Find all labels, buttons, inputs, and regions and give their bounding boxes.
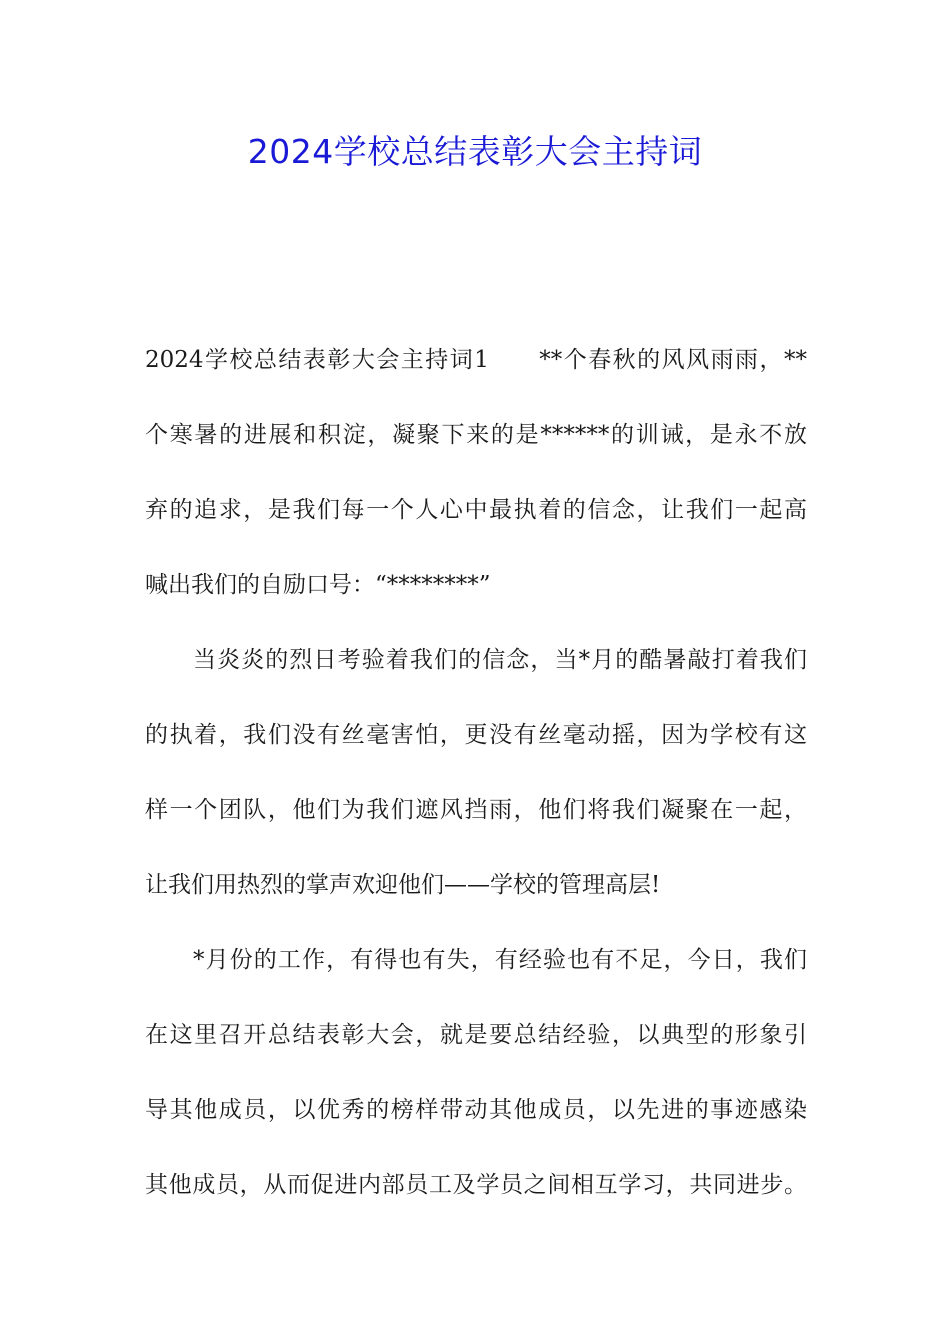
document-title: 2024学校总结表彰大会主持词 — [247, 132, 703, 171]
paragraph-2-line-3: 样一个团队，他们为我们遮风挡雨，他们将我们凝聚在一起， — [145, 797, 807, 823]
paragraph-1-line-2: 个寒暑的进展和积淀，凝聚下来的是******的训诫，是永不放 — [145, 422, 807, 448]
paragraph-2-line-1: 当炎炎的烈日考验着我们的信念，当*月的酷暑敲打着我们 — [193, 647, 807, 673]
paragraph-3-line-2: 在这里召开总结表彰大会，就是要总结经验，以典型的形象引 — [145, 1022, 807, 1048]
paragraph-1-line-1: 2024学校总结表彰大会主持词1 **个春秋的风风雨雨，** — [145, 347, 807, 373]
paragraph-2-line-4: 让我们用热烈的掌声欢迎他们——学校的管理高层! — [145, 872, 661, 898]
paragraph-1-line-4: 喊出我们的自励口号：“********” — [145, 572, 491, 598]
paragraph-3-line-4: 其他成员，从而促进内部员工及学员之间相互学习，共同进步。 — [145, 1172, 807, 1198]
document-body — [145, 340, 807, 1240]
paragraph-3-line-1: *月份的工作，有得也有失，有经验也有不足，今日，我们 — [193, 947, 807, 973]
paragraph-1-line-3: 弃的追求，是我们每一个人心中最执着的信念，让我们一起高 — [145, 497, 807, 523]
paragraph-2-line-2: 的执着，我们没有丝毫害怕，更没有丝毫动摇，因为学校有这 — [145, 722, 807, 748]
paragraph-3-line-3: 导其他成员，以优秀的榜样带动其他成员，以先进的事迹感染 — [145, 1097, 807, 1123]
